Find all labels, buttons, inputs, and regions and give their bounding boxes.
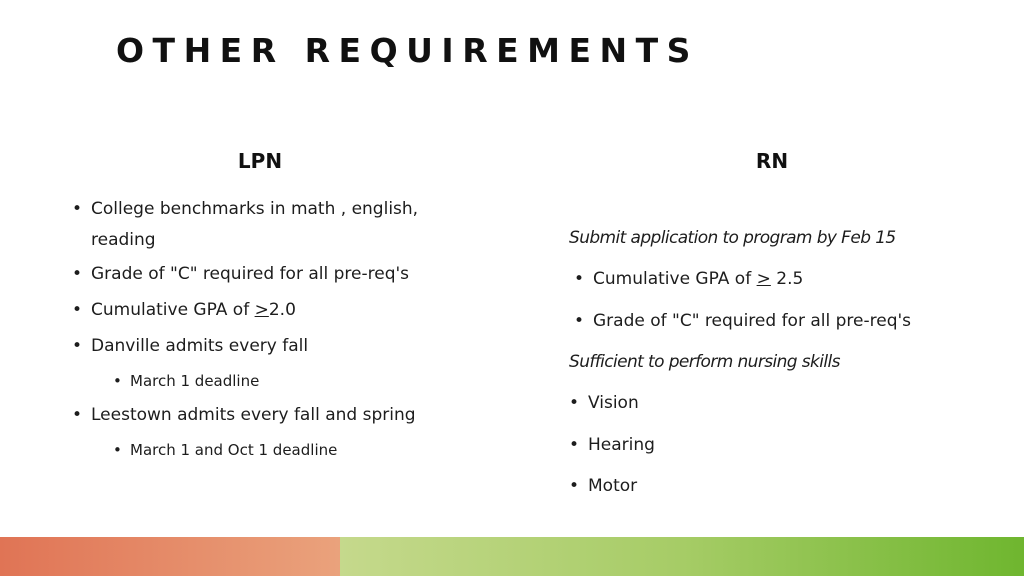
lpn-benchmarks-line2: reading	[91, 230, 156, 250]
lpn-leestown-item: • Leestown admits every fall and spring	[91, 405, 416, 425]
rn-heading: RN	[755, 149, 789, 173]
lpn-benchmarks-line1: College benchmarks in math , english,	[91, 199, 419, 219]
rn-skills-heading: Sufficient to perform nursing skills	[569, 352, 840, 372]
rn-gpa-label: Cumulative GPA of	[593, 269, 757, 289]
lpn-danville-deadline: • March 1 deadline	[130, 372, 259, 390]
lpn-gpa-symbol: >	[254, 300, 269, 320]
lpn-grade-item: • Grade of "C" required for all pre-req's	[91, 264, 409, 284]
footer-bar-orange	[0, 537, 340, 576]
lpn-leestown-deadline: • March 1 and Oct 1 deadline	[130, 441, 337, 459]
rn-skill-hearing: • Hearing	[588, 435, 655, 455]
rn-grade-item: • Grade of "C" required for all pre-req's	[593, 311, 911, 331]
rn-skill-motor: • Motor	[588, 476, 637, 496]
lpn-gpa-item	[91, 300, 296, 320]
lpn-gpa-label: Cumulative GPA of	[91, 300, 255, 320]
rn-application-note: Submit application to program by Feb 15	[569, 228, 896, 248]
lpn-danville-item: • Danville admits every fall	[91, 336, 308, 356]
footer-bar-green	[340, 537, 1024, 576]
page-title: OTHER REQUIREMENTS	[116, 31, 699, 70]
rn-skill-vision: • Vision	[588, 393, 639, 413]
rn-gpa-value: 2.5	[770, 269, 804, 289]
lpn-gpa-value: 2.0	[268, 300, 296, 320]
rn-gpa-symbol: >	[756, 269, 771, 289]
lpn-benchmarks-item	[91, 194, 431, 256]
rn-gpa-item	[593, 269, 803, 289]
footer-color-bar	[0, 537, 1024, 576]
lpn-heading: LPN	[237, 149, 283, 173]
